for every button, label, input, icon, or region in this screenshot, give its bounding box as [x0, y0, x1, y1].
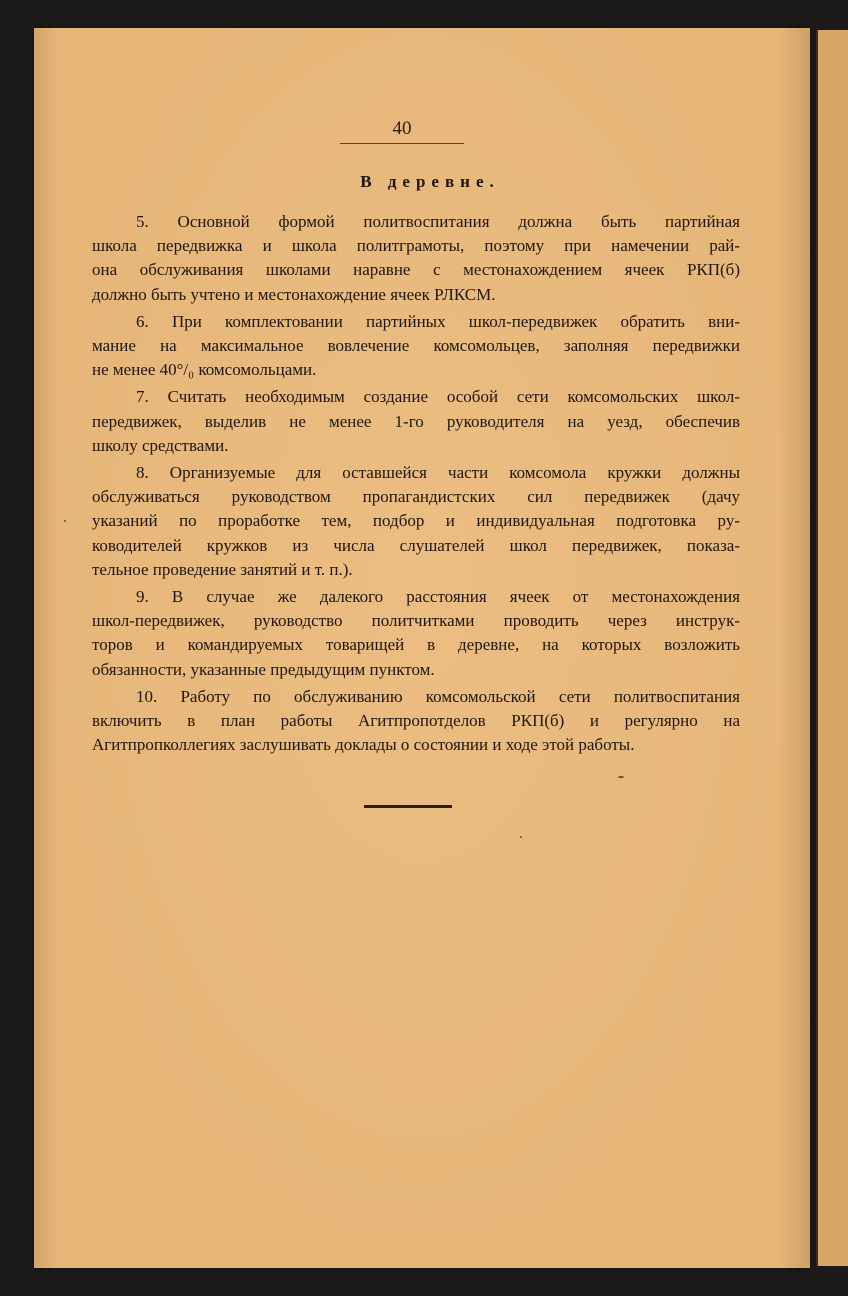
- paper-speck: [64, 520, 66, 522]
- paragraph-8: [92, 461, 740, 582]
- paragraph-5: [92, 210, 740, 307]
- text-line: 6. При комплектовании партийных школ-передвижек обратить вни-: [136, 311, 740, 331]
- text-line: ководителей кружков из числа слушателей школ передвижек, показа-: [92, 535, 740, 555]
- end-rule: [364, 805, 452, 808]
- adjacent-page-edge: [816, 30, 848, 1266]
- paper-speck: [618, 776, 624, 778]
- text-line: 8. Организуемые для оставшейся части комсомола кружки должны: [136, 463, 740, 483]
- text-line: мание на максимальное вовлечение комсомольцев, заполняя передвижки: [92, 336, 740, 356]
- text-line: 9. В случае же далекого расстояния ячеек от местонахождения: [136, 587, 740, 607]
- text-line: торов и командируемых товарищей в деревне, на которых возложить: [92, 635, 740, 655]
- page-number: 40: [340, 118, 464, 144]
- paragraph-6: [92, 310, 740, 383]
- text-line: тельное проведение занятий и т. п.).: [92, 559, 353, 579]
- paragraph-9: [92, 585, 740, 682]
- text-line: передвижек, выделив не менее 1-го руководителя на уезд, обеспечив: [92, 411, 740, 431]
- text-line: школу средствами.: [92, 435, 229, 455]
- text-line: школ-передвижек, руководство политчитками проводить через инструк-: [92, 611, 740, 631]
- paragraph-10: [92, 685, 740, 758]
- text-line: указаний по проработке тем, подбор и индивидуальная подготовка ру-: [92, 511, 740, 531]
- text-line: Агитпропколлегиях заслушивать доклады о состоянии и ходе этой работы.: [92, 735, 635, 755]
- text-line: 5. Основной формой политвоспитания должна быть партийная: [136, 212, 740, 231]
- text-line: она обслуживания школами наравне с местонахождением ячеек РКП(б): [92, 260, 740, 280]
- text-line: школа передвижка и школа политграмоты, поэтому при намечении рай-: [92, 236, 740, 256]
- text-line: 10. Работу по обслуживанию комсомольской сети политвоспитания: [136, 686, 740, 706]
- text-line: обслуживаться руководством пропагандистских сил передвижек (дачу: [92, 487, 740, 507]
- text-line: не менее 40°/₀ комсомольцами.: [92, 360, 317, 380]
- text-line: должно быть учтено и местонахождение ячеек РЛКСМ.: [92, 284, 496, 304]
- text-line: обязанности, указанные предыдущим пунктом.: [92, 659, 435, 679]
- paper-speck: [520, 836, 522, 838]
- page-body: [92, 210, 740, 760]
- paragraph-7: [92, 385, 740, 458]
- text-line: включить в план работы Агитпропотделов РКП(б) и регулярно на: [92, 711, 740, 731]
- section-heading: В деревне.: [360, 172, 500, 191]
- text-line: 7. Считать необходимым создание особой сети комсомольских школ-: [136, 387, 740, 407]
